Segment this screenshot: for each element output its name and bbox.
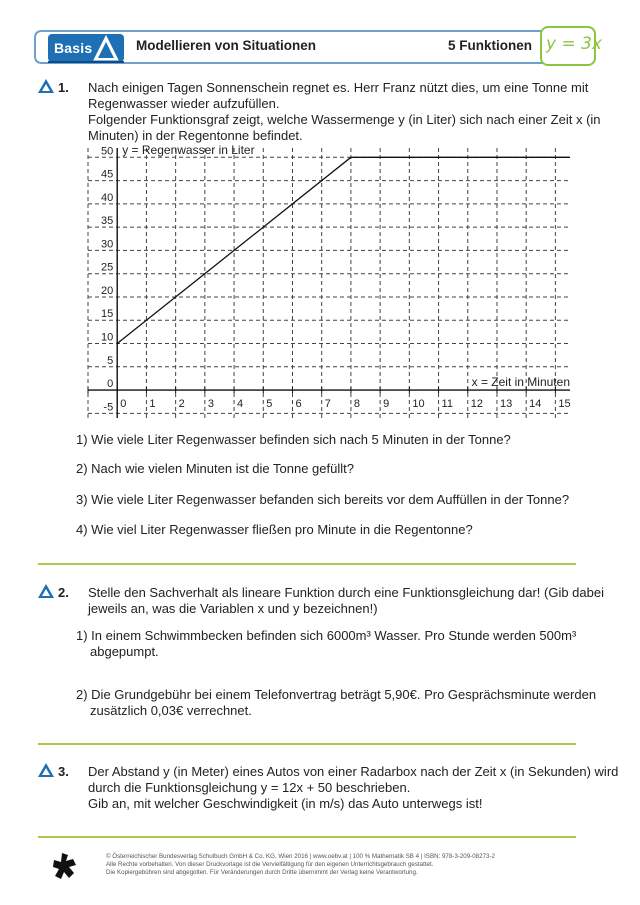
task-number: 2. [58, 585, 69, 600]
task2-text [88, 585, 604, 617]
y-tick-label: 25 [100, 261, 114, 274]
x-tick-label: 10 [412, 398, 425, 411]
footer-copyright [106, 853, 495, 877]
y-tick-label: 40 [100, 191, 114, 204]
water-chart [80, 138, 580, 428]
x-tick-label: 7 [324, 398, 331, 411]
task-line: Minuten) in der Regentonne befindet. [88, 128, 303, 143]
question-item: 3) Wie viele Liter Regenwasser befanden sich bereits vor dem Auffüllen in der Tonne? [76, 492, 570, 507]
y-tick-label: 50 [100, 145, 114, 158]
y-tick-label: 0 [107, 378, 114, 391]
item-line: 1) In einem Schwimmbecken befinden sich 6000m³ Wasser. Pro Stunde werden 500m³ [76, 628, 577, 643]
task-number: 1. [58, 80, 69, 95]
logo-formula: y = 3x [546, 34, 602, 54]
chart-x-axis-label: x = Zeit in Minuten [471, 375, 570, 390]
section-divider [38, 563, 576, 565]
footer-line: © Österreichischer Bundesverlag Schulbuch GmbH & Co. KG, Wien 2016 | www.oebv.at | 100 % Mathematik SB 4 | ISBN: 978-3-209-08273-2 [106, 853, 495, 860]
question-item: 4) Wie viel Liter Regenwasser fließen pro Minute in die Regentonne? [76, 522, 473, 537]
task-line: Der Abstand y (in Meter) eines Autos von einer Radarbox nach der Zeit x (in Sekunden) wird [88, 764, 619, 779]
x-tick-label: 1 [149, 398, 156, 411]
y-tick-label: 45 [100, 168, 114, 181]
task2-item-1 [76, 628, 576, 660]
basis-triangle-icon [38, 763, 54, 777]
y-tick-label: 10 [100, 331, 114, 344]
x-tick-label: 6 [295, 398, 302, 411]
item-line: 2) Die Grundgebühr bei einem Telefonvertrag beträgt 5,90€. Pro Gesprächsminute werden [76, 687, 597, 702]
footer-line: Alle Rechte vorbehalten. Von dieser Druckvorlage ist die Vervielfältigung für den eigenen Unterrichtsgebrauch gestattet. [106, 861, 434, 868]
item-line: zusätzlich 0,03€ verrechnet. [90, 703, 252, 718]
task-line: durch die Funktionsgleichung y = 12x + 50 beschrieben. [88, 780, 411, 795]
y-tick-label: 15 [100, 308, 114, 321]
x-tick-label: 3 [207, 398, 214, 411]
x-tick-label: 11 [441, 398, 453, 411]
question-item: 2) Nach wie vielen Minuten ist die Tonne gefüllt? [76, 461, 354, 476]
x-tick-label: 9 [383, 398, 390, 411]
task-line: jeweils an, was die Variablen x und y bezeichnen!) [88, 601, 378, 616]
question-item: 1) Wie viele Liter Regenwasser befinden sich nach 5 Minuten in der Tonne? [76, 432, 511, 447]
y-tick-label: 20 [100, 284, 114, 297]
task2-item-2 [76, 687, 596, 719]
x-tick-label: 4 [237, 398, 244, 411]
chart-tick-labels [101, 145, 571, 413]
basis-triangle-icon [38, 584, 54, 598]
section-divider [38, 743, 576, 745]
task1-text [88, 80, 601, 144]
x-tick-label: 13 [499, 398, 513, 411]
task-line: Gib an, mit welcher Geschwindigkeit (in m/s) das Auto unterwegs ist! [88, 796, 483, 811]
x-tick-label: 15 [558, 398, 571, 411]
x-tick-label: 0 [120, 398, 127, 411]
x-tick-label: 8 [353, 398, 361, 411]
chart-y-axis-label: y = Regenwasser in Liter [122, 143, 255, 157]
section-divider [38, 836, 576, 838]
task-line: Regenwasser wieder aufzufüllen. [88, 96, 280, 111]
task-line: Folgender Funktionsgraf zeigt, welche Wassermenge y (in Liter) sich nach einer Zeit x (in [88, 112, 601, 127]
y-tick-label: -5 [103, 401, 114, 414]
page-title: Modellieren von Situationen [136, 38, 317, 53]
x-tick-label: 2 [178, 398, 185, 411]
y-tick-label: 35 [100, 215, 114, 228]
footer-line: Die Kopiergebühren sind abgegolten. Für Veränderungen durch Dritte übernimmt der Verlag keine Verantwortung. [106, 869, 418, 876]
task-number: 3. [58, 764, 69, 779]
task-line: Nach einigen Tagen Sonnenschein regnet es. Herr Franz nützt dies, um eine Tonne mit [88, 80, 589, 95]
chapter-label: 5 Funktionen [448, 38, 532, 53]
x-tick-label: 5 [266, 398, 273, 411]
x-tick-label: 12 [470, 398, 484, 411]
y-tick-label: 5 [107, 354, 114, 367]
publisher-logo-icon [52, 852, 78, 880]
y-tick-label: 30 [100, 238, 114, 251]
task3-text [88, 764, 618, 812]
task-line: Stelle den Sachverhalt als lineare Funktion durch eine Funktionsgleichung dar! (Gib dabei [88, 585, 604, 600]
x-tick-label: 14 [529, 398, 542, 411]
basis-badge-label: Basis [54, 40, 93, 56]
basis-triangle-icon [38, 79, 54, 93]
item-line: abgepumpt. [90, 644, 159, 659]
